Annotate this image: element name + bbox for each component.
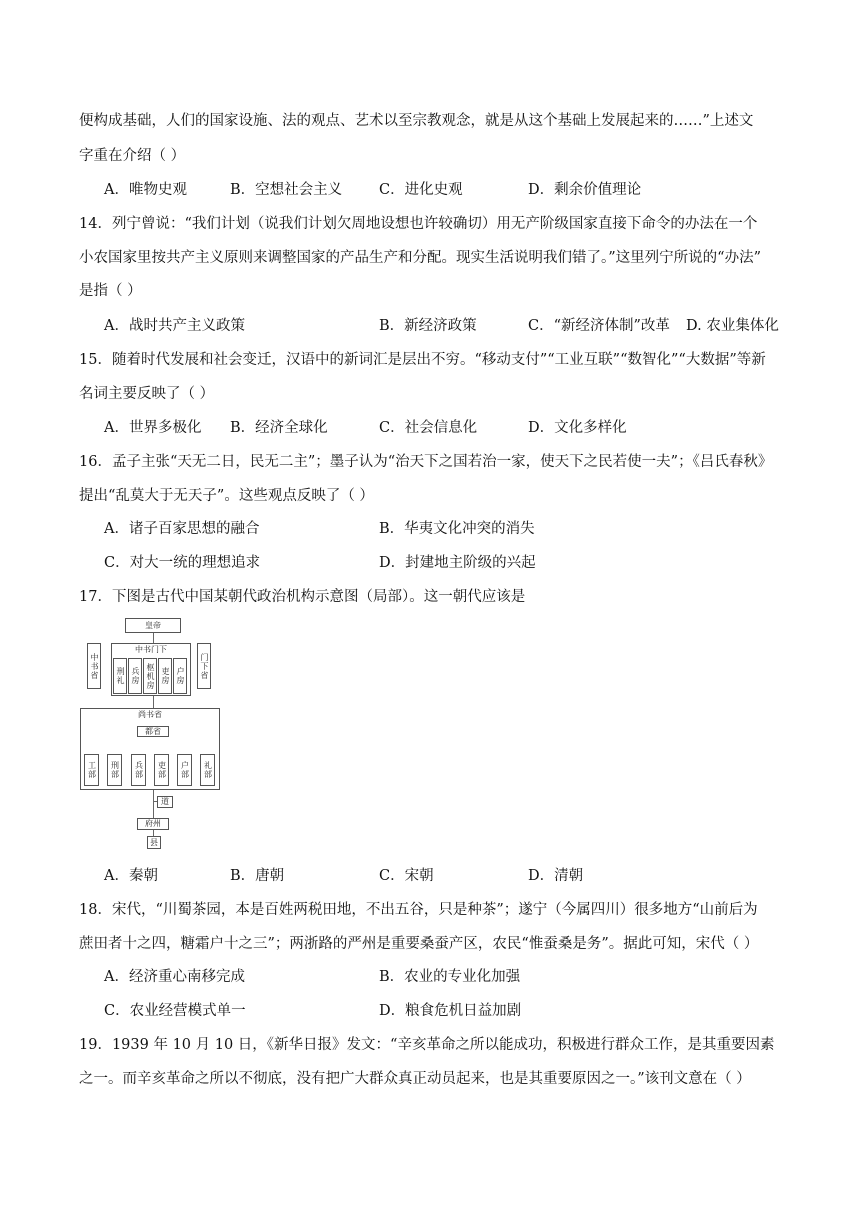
- q13-stem-line1: 便构成基础，人们的国家设施、法的观点、艺术以至宗教观念，就是从这个基础上发展起来的……”上述文: [79, 113, 754, 129]
- shangshu-label: 尚书省: [138, 710, 162, 719]
- q15-stem-line2: 名词主要反映了（ ）: [79, 386, 215, 402]
- fang-box-1: 刑礼: [113, 658, 127, 694]
- q15-option-c[interactable]: C．社会信息化: [379, 420, 478, 436]
- zhongshumenxia-label: 中书门下: [135, 645, 167, 654]
- bu-box-5: 户部: [177, 754, 192, 786]
- q15-option-b[interactable]: B．经济全球化: [230, 420, 328, 436]
- q18-stem-line2: 蔗田者十之四，糖霜户十之三”；两浙路的严州是重要桑蚕产区，农民“惟蚕桑是务”。据此可知，宋代（ ）: [79, 936, 759, 952]
- dusheng-box: 都省: [137, 726, 169, 737]
- q15-option-d[interactable]: D．文化多样化: [528, 420, 627, 436]
- fang-box-5: 户房: [173, 658, 187, 694]
- bu-box-3: 兵部: [131, 754, 146, 786]
- q17-option-d[interactable]: D．清朝: [528, 868, 584, 884]
- bu-box-6: 礼部: [200, 754, 215, 786]
- q14-stem-line3: 是指（ ）: [79, 283, 142, 299]
- q16-option-d[interactable]: D．封建地主阶级的兴起: [379, 555, 536, 571]
- q19-stem-line2: 之一。而辛亥革命之所以不彻底，没有把广大群众真正动员起来，也是其重要原因之一。”该刊文意在（ ）: [79, 1071, 751, 1087]
- fang-box-4: 吏房: [158, 658, 172, 694]
- q16-option-c[interactable]: C．对大一统的理想追求: [104, 555, 261, 571]
- q13-option-c[interactable]: C．进化史观: [379, 182, 463, 198]
- bu-box-2: 刑部: [107, 754, 122, 786]
- q18-option-b[interactable]: B．农业的专业化加强: [379, 969, 521, 985]
- shangshu-box: [80, 708, 220, 790]
- q16-option-a[interactable]: A．诸子百家思想的融合: [104, 521, 260, 537]
- q14-option-d[interactable]: D. 农业集体化: [686, 318, 779, 334]
- q16-stem-line2: 提出“乱莫大于无天子”。这些观点反映了（ ）: [79, 488, 374, 504]
- q15-stem-line1: 15．随着时代发展和社会变迁，汉语中的新词汇是层出不穷。“移动支付”“工业互联”“数智化”“大数据”等新: [79, 352, 766, 368]
- q14-option-a[interactable]: A．战时共产主义政策: [104, 318, 245, 334]
- menxia-box: 门下省: [197, 643, 211, 689]
- q19-stem-line1: 19．1939 年 10 月 10 日，《新华日报》发文：“辛亥革命之所以能成功，积极进行群众工作，是其重要因素: [79, 1037, 775, 1053]
- q18-stem-line1: 18．宋代，“川蜀茶园，本是百姓两税田地，不出五谷，只是种茶”；遂宁（今属四川）很多地方“山前后为: [79, 902, 758, 918]
- q17-option-c[interactable]: C．宋朝: [379, 868, 434, 884]
- q14-option-b[interactable]: B．新经济政策: [379, 318, 477, 334]
- q15-option-a[interactable]: A．世界多极化: [104, 420, 202, 436]
- q13-option-a[interactable]: A．唯物史观: [104, 182, 187, 198]
- fang-box-3: 枢机房: [143, 658, 157, 694]
- q16-stem-line1: 16．孟子主张“天无二日，民无二主”；墨子认为“治天下之国若治一家，使天下之民若使一夫”；《吕氏春秋》: [79, 454, 773, 470]
- q13-option-d[interactable]: D．剩余价值理论: [528, 182, 642, 198]
- emperor-box: 皇帝: [125, 618, 181, 633]
- q14-option-c[interactable]: C．“新经济体制”改革: [528, 318, 670, 334]
- q18-option-d[interactable]: D．粮食危机日益加剧: [379, 1003, 522, 1019]
- q18-option-c[interactable]: C．农业经营模式单一: [104, 1003, 246, 1019]
- q18-option-a[interactable]: A．经济重心南移完成: [104, 969, 245, 985]
- q17-option-b[interactable]: B．唐朝: [230, 868, 285, 884]
- q16-option-b[interactable]: B．华夷文化冲突的消失: [379, 521, 535, 537]
- q14-stem-line2: 小农国家里按共产主义原则来调整国家的产品生产和分配。现实生活说明我们错了。”这里列宁所说的“办法”: [79, 250, 761, 266]
- fang-box-2: 兵房: [128, 658, 142, 694]
- dao-box: 道: [157, 796, 173, 808]
- xian-box: 县: [147, 836, 161, 849]
- political-structure-diagram: [79, 614, 229, 854]
- zhongshu-box: 中书省: [87, 643, 101, 689]
- q14-stem-line1: 14．列宁曾说：“我们计划（说我们计划欠周地设想也许较确切）用无产阶级国家直接下命令的办法在一个: [79, 216, 758, 232]
- bu-box-1: 工部: [84, 754, 99, 786]
- fuzhou-box: 府州: [137, 818, 169, 830]
- q17-option-a[interactable]: A．秦朝: [104, 868, 158, 884]
- q13-stem-line2: 字重在介绍（ ）: [79, 148, 186, 164]
- q17-stem-line1: 17．下图是古代中国某朝代政治机构示意图（局部）。这一朝代应该是: [79, 589, 526, 605]
- bu-box-4: 吏部: [154, 754, 169, 786]
- q13-option-b[interactable]: B．空想社会主义: [230, 182, 343, 198]
